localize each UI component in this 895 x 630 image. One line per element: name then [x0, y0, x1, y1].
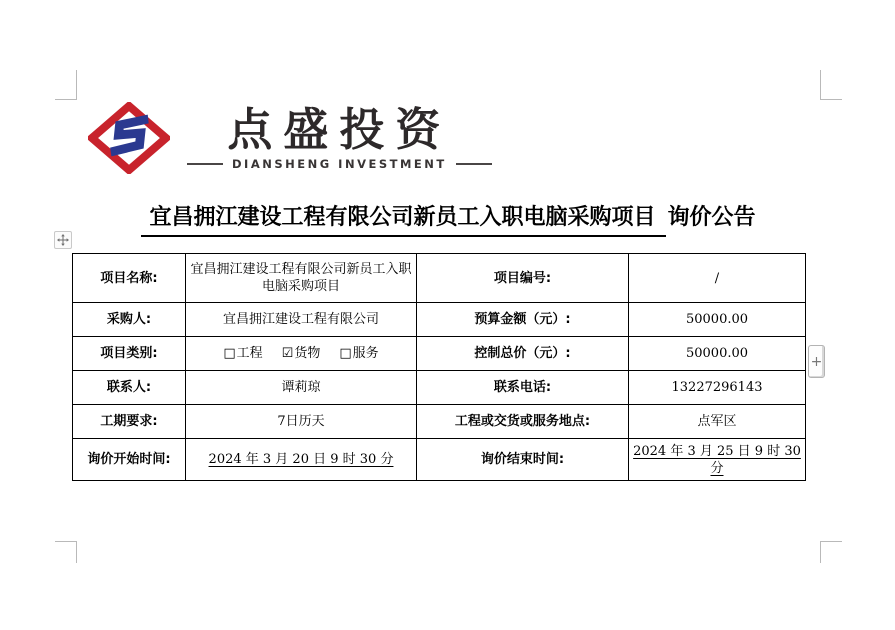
brand-name-cn: 点盛投资	[227, 103, 452, 156]
crop-mark-bottom-left-icon	[55, 541, 77, 563]
value-contact-phone[interactable]: 13227296143	[629, 371, 806, 405]
label-inquiry-start-time[interactable]: 询价开始时间:	[73, 439, 186, 481]
logo-text-block	[187, 105, 492, 171]
option-label-services: 服务	[352, 346, 379, 361]
value-project-name[interactable]: 宜昌拥江建设工程有限公司新员工入职电脑采购项目	[186, 254, 417, 303]
crop-mark-top-right-icon	[820, 70, 842, 100]
label-inquiry-end-time[interactable]: 询价结束时间:	[417, 439, 629, 481]
label-project-number[interactable]: 项目编号:	[417, 254, 629, 303]
value-duration-requirement[interactable]: 7日历天	[186, 405, 417, 439]
value-purchaser[interactable]: 宜昌拥江建设工程有限公司	[186, 303, 417, 337]
table-row-contact	[73, 371, 806, 405]
move-arrows-icon	[57, 234, 69, 246]
checkbox-option-goods[interactable]	[282, 346, 321, 361]
label-contact-person[interactable]: 联系人:	[73, 371, 186, 405]
value-delivery-location[interactable]: 点军区	[629, 405, 806, 439]
value-project-category	[186, 337, 417, 371]
checkbox-option-services[interactable]	[339, 346, 378, 361]
table-move-handle[interactable]	[54, 231, 72, 249]
label-delivery-location[interactable]: 工程或交货或服务地点:	[417, 405, 629, 439]
label-duration-requirement[interactable]: 工期要求:	[73, 405, 186, 439]
value-inquiry-start-time[interactable]	[186, 439, 417, 481]
plus-icon: +	[810, 353, 823, 370]
document-title[interactable]	[77, 201, 820, 237]
label-control-price[interactable]: 控制总价（元）:	[417, 337, 629, 371]
table-row-project-name	[73, 254, 806, 303]
checkbox-option-engineering[interactable]	[223, 346, 262, 361]
value-contact-person[interactable]: 谭莉琼	[186, 371, 417, 405]
option-label-engineering: 工程	[236, 346, 263, 361]
label-project-name[interactable]: 项目名称:	[73, 254, 186, 303]
title-project-name[interactable]: 宜昌拥江建设工程有限公司新员工入职电脑采购项目	[141, 201, 665, 237]
procurement-info-table	[72, 253, 806, 481]
crop-mark-top-left-icon	[55, 70, 77, 100]
title-suffix[interactable]: 询价公告	[667, 204, 756, 230]
checkbox-unchecked-icon: □	[339, 346, 352, 361]
table-row-duration	[73, 405, 806, 439]
logo-diamond-icon	[88, 102, 170, 174]
checkbox-checked-icon: ☑	[281, 346, 294, 361]
table-insert-button[interactable]	[808, 345, 825, 378]
table-row-category	[73, 337, 806, 371]
value-inquiry-end-time[interactable]	[629, 439, 806, 481]
label-project-category[interactable]: 项目类别:	[73, 337, 186, 371]
checkbox-unchecked-icon: □	[223, 346, 236, 361]
table-row-purchaser	[73, 303, 806, 337]
value-control-price[interactable]: 50000.00	[629, 337, 806, 371]
inquiry-end-time-text: 2024 年 3 月 25 日 9 时 30 分	[633, 443, 801, 476]
table-row-inquiry-time	[73, 439, 806, 481]
value-project-number[interactable]: /	[629, 254, 806, 303]
brand-name-en-row	[187, 157, 492, 171]
dash-right-icon	[456, 163, 492, 165]
brand-name-en: DIANSHENG INVESTMENT	[232, 157, 447, 171]
crop-mark-bottom-right-icon	[820, 541, 842, 563]
company-logo	[88, 102, 492, 174]
label-purchaser[interactable]: 采购人:	[73, 303, 186, 337]
dash-left-icon	[187, 163, 223, 165]
label-contact-phone[interactable]: 联系电话:	[417, 371, 629, 405]
inquiry-start-time-text: 2024 年 3 月 20 日 9 时 30 分	[208, 452, 394, 467]
label-budget-amount[interactable]: 预算金额（元）:	[417, 303, 629, 337]
option-label-goods: 货物	[294, 346, 321, 361]
value-budget-amount[interactable]: 50000.00	[629, 303, 806, 337]
